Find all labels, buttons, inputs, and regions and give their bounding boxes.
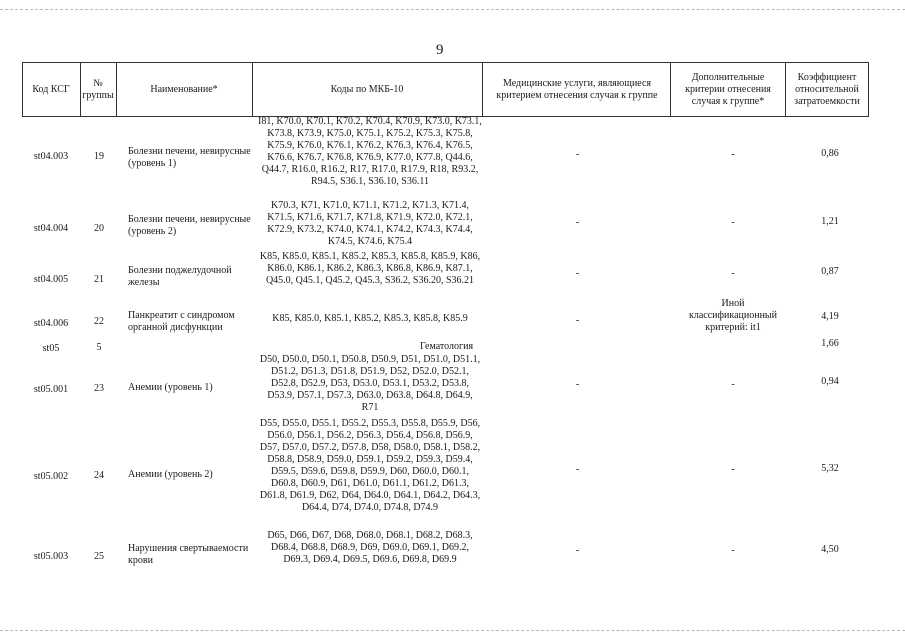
table-row-mkb: K85, K85.0, K85.1, K85.2, K85.3, K85.8, K85.9 <box>272 313 468 324</box>
header-divider <box>785 62 786 117</box>
scan-edge-top <box>0 9 905 11</box>
table-row-name: Панкреатит с синдромом органной дисфункции <box>128 310 235 333</box>
table-row-mkb: I81, K70.0, K70.1, K70.2, K70.4, K70.9, K73.0, K73.1, K73.8, K73.9, K75.0, K75.1, K75.2, K75.3, K75.8, K75.9, K76.0, K76.1, K76.2, K76.3, K76.4, K76.5, K76.6, K76.7, K76.8, K76.9, K77.0, K77.8, Q44.6, Q44.7, R16.0, R16.2, R17, R17.0, R17.9, R18, R93.2, R94.5, S36.1, S36.10, S36.11 <box>258 116 482 187</box>
header-divider <box>670 62 671 117</box>
table-row-extra: - <box>731 545 735 556</box>
section-code: st05 <box>42 343 60 354</box>
table-row-coefficient: 5,32 <box>821 463 839 474</box>
table-row-coefficient: 4,19 <box>821 311 839 322</box>
table-row-name: Болезни печени, невирусные (уровень 2) <box>128 214 251 237</box>
header-divider <box>482 62 483 117</box>
table-row-code: st05.001 <box>33 384 69 395</box>
header-name-label: Наименование* <box>150 83 218 95</box>
table-row-extra: - <box>731 268 735 279</box>
table-row-mkb: D50, D50.0, D50.1, D50.8, D50.9, D51, D51.0, D51.1, D51.2, D51.3, D51.8, D51.9, D52, D52.0, D52.1, D52.8, D52.9, D53, D53.0, D53.1, D53.2, D53.8, D53.9, D57.1, D57.3, D63.0, D63.8, D64.8, D64.9, R71 <box>259 354 481 413</box>
table-row-number: 25 <box>94 551 104 562</box>
table-row-extra: - <box>731 217 735 228</box>
table-row-name: Нарушения свертываемости крови <box>128 543 249 566</box>
table-row-number: 19 <box>94 151 104 162</box>
table-row-code: st04.003 <box>33 151 69 162</box>
table-row-number: 21 <box>94 274 104 285</box>
header-coefficient <box>787 63 867 116</box>
table-row-services: - <box>575 379 580 390</box>
table-row-services: - <box>575 464 580 475</box>
table-row-code: st04.005 <box>33 274 69 285</box>
table-row-services: - <box>575 268 580 279</box>
table-row-mkb: D65, D66, D67, D68, D68.0, D68.1, D68.2, D68.3, D68.4, D68.8, D68.9, D69, D69.0, D69.1, D69.2, D69.3, D69.4, D69.5, D69.6, D69.8, D69.9 <box>267 530 473 565</box>
table-row-code: st04.004 <box>33 223 69 234</box>
table-row-number: 23 <box>94 383 104 394</box>
page-number: 9 <box>436 42 444 58</box>
header-code-label: Код КСГ <box>32 83 70 95</box>
table-row-services: - <box>575 149 580 160</box>
header-divider <box>868 62 869 117</box>
table-row-extra: - <box>731 379 735 390</box>
header-group-number <box>80 63 116 116</box>
table-row-code: st05.002 <box>33 471 69 482</box>
table-row-coefficient: 0,86 <box>821 148 839 159</box>
table-row-name: Анемии (уровень 1) <box>128 382 213 393</box>
header-name <box>116 63 252 116</box>
table-row-coefficient: 1,21 <box>821 216 839 227</box>
header-mkb-label: Коды по МКБ-10 <box>330 83 404 95</box>
table-row-code: st05.003 <box>33 551 69 562</box>
table-row-services: - <box>575 545 580 556</box>
table-row-coefficient: 0,87 <box>821 266 839 277</box>
table-row-mkb: K70.3, K71, K71.0, K71.1, K71.2, K71.3, K71.4, K71.5, K71.6, K71.7, K71.8, K71.9, K72.0, K72.1, K72.9, K73.2, K74.0, K74.1, K74.2, K74.3, K74.4, K74.5, K74.6, K75.4 <box>267 200 473 247</box>
table-row-number: 22 <box>94 316 104 327</box>
table-row-number: 24 <box>94 470 104 481</box>
header-extra-criteria-label: Дополнительные критерии отнесения случая к группе* <box>685 71 771 107</box>
scan-edge-bottom <box>0 630 905 632</box>
table-row-name: Болезни печени, невирусные (уровень 1) <box>128 146 251 169</box>
header-services-label: Медицинские услуги, являющиеся критерием отнесения случая к группе <box>496 77 658 101</box>
table-row-name: Болезни поджелудочной железы <box>128 265 232 288</box>
header-code <box>22 63 80 116</box>
section-coefficient: 1,66 <box>821 338 839 349</box>
header-mkb <box>252 63 482 116</box>
table-row-code: st04.006 <box>33 318 69 329</box>
table-row-services: - <box>575 217 580 228</box>
table-row-extra: Иной классификационный критерий: it1 <box>689 298 777 333</box>
header-services <box>486 63 668 116</box>
table-row-extra: - <box>731 464 735 475</box>
table-row-name: Анемии (уровень 2) <box>128 469 213 480</box>
section-title: Гематология <box>420 341 474 352</box>
header-group-number-label: № группы <box>82 77 114 101</box>
table-row-number: 20 <box>94 223 104 234</box>
table-row-coefficient: 4,50 <box>821 544 839 555</box>
table-row-coefficient: 0,94 <box>821 376 839 387</box>
table-row-mkb: K85, K85.0, K85.1, K85.2, K85.3, K85.8, K85.9, K86, K86.0, K86.1, K86.2, K86.3, K86.8, K86.9, K87.1, Q45.0, Q45.1, Q45.2, Q45.3, S36.2, S36.20, S36.21 <box>259 251 481 286</box>
header-coefficient-label: Коэффициент относительной затратоемкости <box>794 71 860 107</box>
table-row-services: - <box>575 315 580 326</box>
table-row-extra: - <box>731 149 735 160</box>
table-row-mkb: D55, D55.0, D55.1, D55.2, D55.3, D55.8, D55.9, D56, D56.0, D56.1, D56.2, D56.3, D56.4, D56.8, D56.9, D57, D57.0, D57.2, D57.8, D58, D58.0, D58.1, D58.2, D58.8, D58.9, D59.0, D59.1, D59.2, D59.3, D59.4, D59.5, D59.6, D59.8, D59.9, D60, D60.0, D60.1, D60.8, D60.9, D61, D61.0, D61.1, D61.2, D61.3, D61.8, D61.9, D62, D64, D64.0, D64.1, D64.2, D64.3, D64.4, D74, D74.0, D74.8, D74.9 <box>259 418 481 513</box>
header-extra-criteria <box>674 63 782 116</box>
section-number: 5 <box>96 342 102 353</box>
